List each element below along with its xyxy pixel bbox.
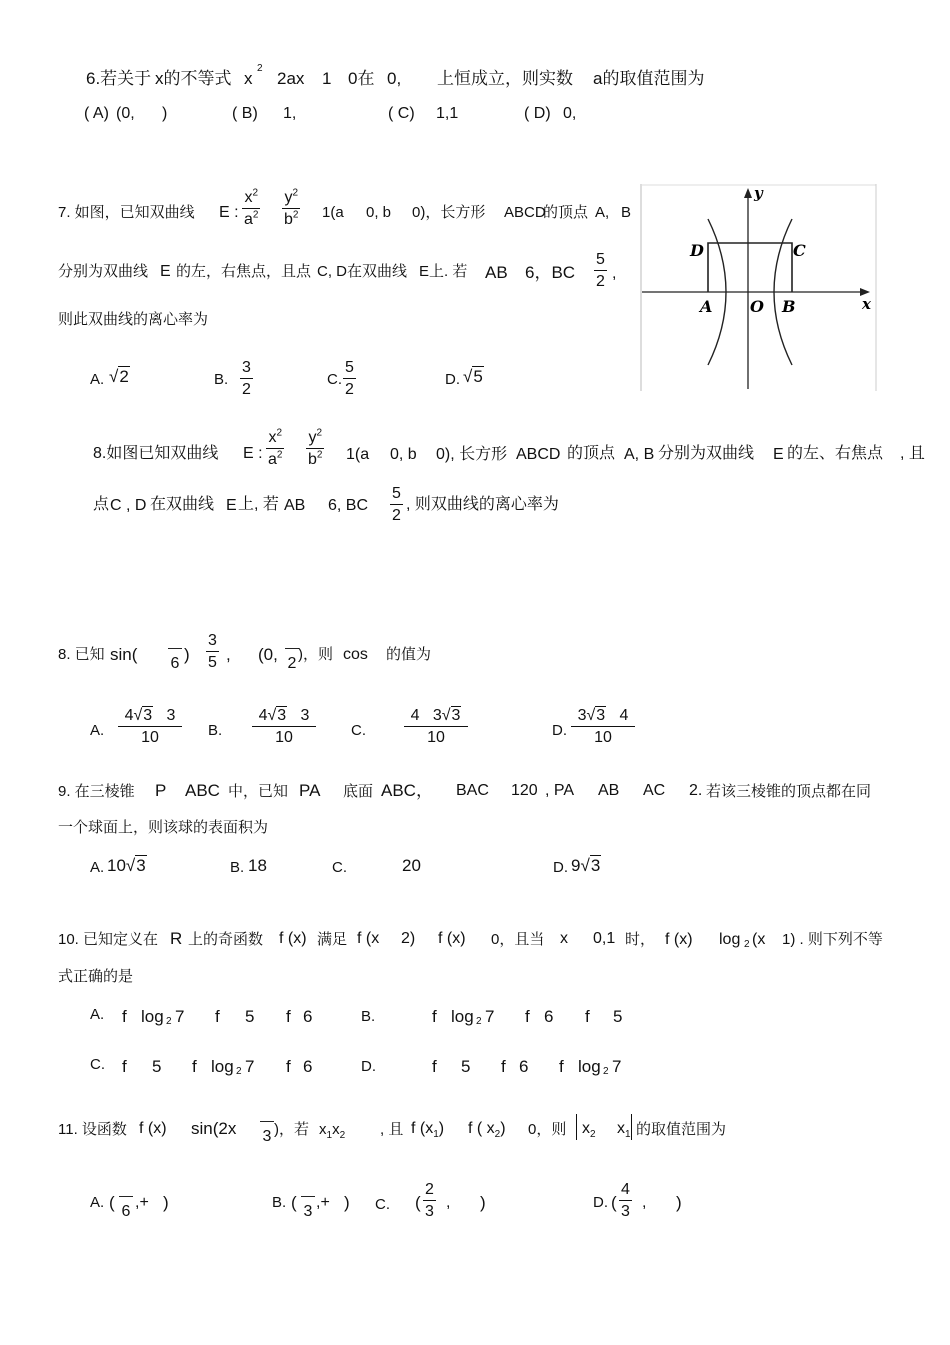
num-part: 4 xyxy=(410,707,420,724)
q7-text: 分别为双曲线 xyxy=(58,263,149,280)
q7-eq: 0)，长方形 xyxy=(412,204,486,221)
q8a-exp: 2 xyxy=(316,427,323,439)
q8a-fraction-y xyxy=(306,427,324,468)
q10-f: f xyxy=(122,1007,127,1026)
q10-choice-label: C. xyxy=(90,1056,105,1073)
q7-y: y xyxy=(284,189,293,206)
q7-num: 5 xyxy=(345,359,354,376)
q8a-text: E xyxy=(773,446,784,463)
q10-interval: 0,1 xyxy=(593,930,616,947)
q8a-text: E xyxy=(226,497,237,514)
q7-ab: AB xyxy=(485,263,508,282)
q8b-text: 8. 已知 xyxy=(58,646,105,663)
q11-f1 xyxy=(411,1120,445,1141)
q11-f2 xyxy=(468,1120,506,1141)
q7-text: B xyxy=(621,204,632,221)
q11-choice-label: D. xyxy=(593,1194,608,1211)
q8b-choice-label: A. xyxy=(90,722,105,739)
q9-angle: BAC xyxy=(456,782,489,799)
q11-text: 的取值范围为 xyxy=(636,1121,727,1138)
q8a-num: 5 xyxy=(392,485,401,502)
q11-text: 11. 设函数 xyxy=(58,1121,127,1138)
label-o: O xyxy=(750,297,764,316)
q6-text: 6.若关于 xyxy=(86,69,152,88)
q11-choice-d-fraction xyxy=(619,1182,632,1220)
q6-choice-value: (0, xyxy=(116,105,135,122)
q10-num: 7 xyxy=(245,1057,255,1076)
q11-paren: ( xyxy=(109,1193,115,1212)
q9-var: ABC， xyxy=(381,781,433,800)
q11-post: , xyxy=(446,1194,451,1211)
q7-choice-label: B. xyxy=(214,371,229,388)
q9-choice-c: 20 xyxy=(402,856,421,875)
q9-text: 9. 在三棱锥 xyxy=(58,783,135,800)
q7-b: b xyxy=(284,211,293,228)
label-y: y xyxy=(754,184,763,202)
label-b: B xyxy=(782,297,796,316)
q10-choice-label: A. xyxy=(90,1006,105,1023)
label-a: A xyxy=(700,297,713,316)
label-x: x xyxy=(862,295,871,313)
q10-base: 2 xyxy=(476,1016,482,1027)
q8b-choice-label: D. xyxy=(552,722,567,739)
var: x xyxy=(332,1121,340,1138)
label-c: C xyxy=(793,241,806,260)
q11-choice-label: A. xyxy=(90,1194,105,1211)
q8b-choice-label: C. xyxy=(351,722,366,739)
q8b-sin: sin( xyxy=(110,645,138,664)
q10-base: 2 xyxy=(603,1066,609,1077)
q11-choice-a-fraction xyxy=(117,1188,135,1220)
radicand: 3 xyxy=(136,856,146,875)
q6-text: x的不等式 xyxy=(155,69,232,88)
q11-choice-label: C. xyxy=(375,1196,390,1213)
q10-text: 式正确的是 xyxy=(58,968,134,985)
q10-num: 5 xyxy=(152,1057,162,1076)
q10-f: f xyxy=(215,1007,220,1026)
q8b-two: 2 xyxy=(287,655,297,672)
q7-text: 则此双曲线的离心率为 xyxy=(58,311,209,328)
q9-var: , PA xyxy=(545,782,575,799)
fraction-bar xyxy=(594,270,607,271)
q7-radicand: 2 xyxy=(119,367,129,386)
q7-choice-d: √5 xyxy=(463,367,483,386)
q8a-text: 的左、右焦点 xyxy=(787,445,884,462)
den: 10 xyxy=(427,729,445,746)
q8b-choice-b: 4√3 3 10 xyxy=(252,708,316,746)
q10-f: f xyxy=(559,1057,564,1076)
q8a-text: 的顶点 xyxy=(567,445,616,462)
q10-func: f (x) xyxy=(438,930,466,947)
q10-f: f xyxy=(122,1057,127,1076)
q9-var: AB xyxy=(598,782,620,799)
q8b-num: 3 xyxy=(208,632,217,649)
num-part: 3 xyxy=(300,707,310,724)
abs-bar-left xyxy=(576,1114,577,1140)
var: x xyxy=(617,1120,625,1137)
bar-text: — xyxy=(119,1187,133,1203)
sub: 2 xyxy=(590,1129,596,1141)
q8a-curve-name: E : xyxy=(243,445,263,462)
num-part: 4 xyxy=(124,707,134,724)
num: 2 xyxy=(425,1181,434,1198)
q7-den: 2 xyxy=(596,273,605,290)
q10-text: 上的奇函数 xyxy=(188,931,264,948)
q8b-paren: ) xyxy=(184,645,190,664)
q7-text: A, xyxy=(595,204,610,221)
q10-num: 6 xyxy=(303,1057,313,1076)
bar-text: — xyxy=(301,1187,315,1203)
q9-value: 2. xyxy=(689,782,703,799)
q9-choice-label: A. xyxy=(90,859,105,876)
radicand: 3 xyxy=(143,707,153,724)
q8b-six: 6 xyxy=(170,655,180,672)
q11-three: 3 xyxy=(262,1128,272,1145)
q11-abs-x2 xyxy=(582,1120,596,1141)
radicand: 3 xyxy=(277,707,287,724)
q8b-pi-over-6 xyxy=(166,640,184,672)
q11-paren: ) xyxy=(344,1193,350,1212)
q7-choice-label: D. xyxy=(445,371,460,388)
q6-choice-value: 0, xyxy=(563,105,577,122)
q10-func: f (x) xyxy=(279,930,307,947)
q10-num: 7 xyxy=(612,1057,622,1076)
q8a-text: 分别为双曲线 xyxy=(658,445,755,462)
q11-choice-b-fraction xyxy=(299,1188,317,1220)
q6-var: x xyxy=(244,69,253,88)
q7-choice-label: A. xyxy=(90,371,105,388)
q8a-eq: 0), 长方形 xyxy=(436,446,508,463)
q8b-text: 的值为 xyxy=(386,646,432,663)
q6-text: 0在 xyxy=(348,69,375,88)
q11-abs-x1 xyxy=(617,1120,631,1141)
q9-var: PA xyxy=(299,781,321,800)
q10-f: f xyxy=(286,1007,291,1026)
q10-base: 2 xyxy=(166,1016,172,1027)
q8a-text: 8.如图已知双曲线 xyxy=(93,445,219,462)
num-part: 3 xyxy=(577,707,587,724)
sub: 2 xyxy=(494,1129,501,1141)
q8b-choice-label: B. xyxy=(208,722,223,739)
q6-term: 1 xyxy=(322,69,332,88)
q7-radicand: 5 xyxy=(473,367,483,386)
q6-text: a的取值范围为 xyxy=(593,69,705,88)
q8b-fraction-3-5 xyxy=(206,633,219,671)
q11-text: )，若 xyxy=(274,1121,309,1138)
q7-bc: 6，BC xyxy=(525,263,576,282)
q6-exp: 2 xyxy=(257,63,263,74)
q10-var: R xyxy=(170,929,183,948)
q8a-y: y xyxy=(308,429,317,446)
q8a-exp: 2 xyxy=(276,449,283,461)
abs-bar-right xyxy=(631,1114,632,1140)
q9-choice-a: 10√3 xyxy=(107,856,146,875)
q9-var: P xyxy=(155,781,167,800)
fraction-bar xyxy=(390,504,403,505)
q10-log-base: 2 xyxy=(744,939,750,950)
q10-num: 5 xyxy=(461,1057,471,1076)
q8a-exp: 2 xyxy=(276,427,283,439)
q11-paren: ( xyxy=(415,1193,421,1212)
q7-text: 的左，右焦点，且点 xyxy=(176,263,312,280)
q11-post: , xyxy=(642,1194,647,1211)
q11-post: ,+ xyxy=(135,1194,149,1211)
q9-var: ABC xyxy=(185,781,220,800)
q8a-b: b xyxy=(308,451,317,468)
fraction-bar xyxy=(619,1200,632,1201)
q10-text: 满足 xyxy=(317,931,348,948)
q8b-choice-d: 3√3 4 10 xyxy=(571,708,635,746)
fraction-bar xyxy=(240,378,253,379)
label-d: D xyxy=(690,241,704,260)
q10-log: log xyxy=(211,1057,234,1076)
q9-degree: 120 xyxy=(511,782,538,799)
q9-choice-d: 9√3 xyxy=(571,856,601,875)
num: 4 xyxy=(621,1181,630,1198)
q11-post: ,+ xyxy=(316,1194,330,1211)
q8a-text: 在双曲线 xyxy=(150,496,215,513)
q9-text: 底面 xyxy=(343,783,374,800)
q8a-text: A, B xyxy=(624,446,655,463)
q6-choice-label: ( A) xyxy=(84,105,109,122)
q6-choice-paren: ) xyxy=(162,105,168,122)
q8a-text: , 则双曲线的离心率为 xyxy=(406,496,559,513)
q7-den: 2 xyxy=(242,381,251,398)
q8a-eq: 0, b xyxy=(390,446,417,463)
q7-eq: 0, b xyxy=(366,204,392,221)
var: x xyxy=(319,1121,327,1138)
q10-num: 7 xyxy=(485,1007,495,1026)
q7-text: 7. 如图，已知双曲线 xyxy=(58,204,195,221)
q10-num: 6 xyxy=(519,1057,529,1076)
sub: 1 xyxy=(625,1129,631,1141)
q8b-text: )，则 xyxy=(298,646,333,663)
num-part: 3 xyxy=(432,707,442,724)
q9-text: 中，已知 xyxy=(228,783,289,800)
q7-text: E xyxy=(160,263,171,280)
q11-paren: ) xyxy=(163,1193,169,1212)
q6-choice-label: ( D) xyxy=(524,105,551,122)
q10-func: f (x) xyxy=(665,931,693,948)
var: x xyxy=(582,1120,590,1137)
num-part: 4 xyxy=(619,707,629,724)
q10-num: 7 xyxy=(175,1007,185,1026)
f: f ( x xyxy=(468,1120,495,1137)
q11-choice-label: B. xyxy=(272,1194,287,1211)
num-part: 4 xyxy=(258,707,268,724)
q10-text: 时， xyxy=(625,931,656,948)
value: 9 xyxy=(571,856,581,875)
q8a-fraction-x xyxy=(266,427,284,468)
q10-log: log xyxy=(578,1057,601,1076)
radicand: 3 xyxy=(596,707,606,724)
q10-arg: (x xyxy=(752,931,766,948)
q8a-x: x xyxy=(268,429,277,446)
den: 3 xyxy=(303,1203,313,1220)
q8a-text: , 且 xyxy=(900,445,925,462)
hyperbola-figure xyxy=(640,184,878,392)
q7-exp: 2 xyxy=(252,187,259,199)
q6-choice-label: ( C) xyxy=(388,105,415,122)
sub: 2 xyxy=(339,1130,346,1141)
den: 3 xyxy=(425,1203,434,1220)
q9-var: AC xyxy=(643,782,666,799)
q7-choice-a: √2 xyxy=(109,367,129,386)
q8a-fraction-bc xyxy=(390,486,403,524)
q7-num: 5 xyxy=(596,251,605,268)
den: 10 xyxy=(594,729,612,746)
value: 10 xyxy=(107,856,126,875)
fraction-bar xyxy=(571,726,635,727)
q7-num: 3 xyxy=(242,359,251,376)
q7-den: 2 xyxy=(345,381,354,398)
q10-base: 2 xyxy=(236,1066,242,1077)
q7-exp: 2 xyxy=(292,209,299,221)
q10-text: 10. 已知定义在 xyxy=(58,931,159,948)
q6-choice-value: 1, xyxy=(283,105,297,122)
fraction-bar xyxy=(404,726,468,727)
q8a-exp: 2 xyxy=(316,449,323,461)
fraction-bar xyxy=(118,726,182,727)
q10-text: 1) . 则下列不等 xyxy=(782,931,883,948)
q7-curve-name: E : xyxy=(219,204,239,221)
q10-f: f xyxy=(192,1057,197,1076)
q7-eq: 1(a xyxy=(322,204,344,221)
den: 10 xyxy=(275,729,293,746)
den: 3 xyxy=(621,1203,630,1220)
q7-choice-c xyxy=(343,360,356,398)
q8b-choice-a: 4√3 3 10 xyxy=(118,708,182,746)
q9-choice-label: C. xyxy=(332,859,347,876)
q9-choice-label: B. xyxy=(230,859,245,876)
q10-log: log xyxy=(719,931,741,948)
q10-f: f xyxy=(585,1007,590,1026)
q7-x: x xyxy=(244,189,253,206)
q6-choice-value: 1,1 xyxy=(436,105,459,122)
q6-choice-label: ( B) xyxy=(232,105,258,122)
radicand: 3 xyxy=(590,856,601,875)
q11-sin: sin(2x xyxy=(191,1119,237,1138)
fraction-bar xyxy=(206,651,219,652)
sub: 1 xyxy=(326,1130,333,1141)
q10-num: 6 xyxy=(544,1007,554,1026)
q10-f: f xyxy=(525,1007,530,1026)
q8b-den: 5 xyxy=(208,654,217,671)
q7-fraction-x xyxy=(242,187,260,228)
q8a-rect: ABCD xyxy=(516,446,561,463)
q7-text: C, D在双曲线 xyxy=(317,263,408,280)
q10-num: 5 xyxy=(613,1007,623,1026)
den: 6 xyxy=(121,1203,131,1220)
fraction-bar xyxy=(423,1200,436,1201)
q7-text: 的顶点 xyxy=(543,204,589,221)
q8b-pi-bar: — xyxy=(168,639,182,655)
q9-choice-b: 18 xyxy=(248,856,267,875)
q9-text: 若该三棱锥的顶点都在同 xyxy=(706,783,872,800)
q11-pi-bar: — xyxy=(260,1112,274,1128)
q10-log: log xyxy=(451,1007,474,1026)
q6-text: 0, xyxy=(387,69,402,88)
q8b-range: (0, xyxy=(258,645,278,664)
q9-text: 一个球面上，则该球的表面积为 xyxy=(58,819,269,836)
q11-var xyxy=(319,1121,346,1141)
q10-f: f xyxy=(286,1057,291,1076)
q10-func: f (x xyxy=(357,930,380,947)
q8b-comma: , xyxy=(226,645,231,664)
q10-f: f xyxy=(501,1057,506,1076)
q10-choice-label: B. xyxy=(361,1008,376,1025)
q7-fraction-bc xyxy=(594,252,607,290)
q7-exp: 2 xyxy=(252,209,259,221)
q11-text: , 且 xyxy=(380,1121,404,1138)
q6-text: 上恒成立，则实数 xyxy=(437,69,573,88)
q10-num: 5 xyxy=(245,1007,255,1026)
q8a-ab: AB xyxy=(284,497,306,514)
radicand: 3 xyxy=(451,707,461,724)
q8b-cos: cos xyxy=(343,646,368,663)
q11-paren: ( xyxy=(291,1193,297,1212)
q7-text: , xyxy=(612,265,617,282)
paren: ) xyxy=(438,1120,445,1137)
sub: 1 xyxy=(433,1129,439,1141)
q11-choice-c-fraction xyxy=(423,1182,436,1220)
q10-num: 6 xyxy=(303,1007,313,1026)
fraction-bar xyxy=(343,378,356,379)
q8a-a: a xyxy=(268,451,277,468)
q10-f: f xyxy=(432,1057,437,1076)
q10-choice-label: D. xyxy=(361,1058,376,1075)
q8a-bc: 6, BC xyxy=(328,497,369,514)
q10-f: f xyxy=(432,1007,437,1026)
q7-text: E上. 若 xyxy=(419,263,468,280)
q7-exp: 2 xyxy=(292,187,299,199)
q11-func: f (x) xyxy=(139,1120,167,1137)
q8a-text: C , D xyxy=(110,497,147,514)
paren: ) xyxy=(500,1120,506,1137)
q8b-choice-c: 4 3√3 10 xyxy=(404,708,468,746)
q8a-text: 点 xyxy=(93,496,110,513)
q10-log: log xyxy=(141,1007,164,1026)
y-axis-arrow xyxy=(744,188,752,198)
f: f (x xyxy=(411,1120,434,1137)
q8b-pi-bar: — xyxy=(285,639,299,655)
q7-rect: ABCD xyxy=(504,204,546,221)
num-part: 3 xyxy=(166,707,176,724)
q11-paren: ( xyxy=(611,1193,617,1212)
fraction-bar xyxy=(252,726,316,727)
q10-var: x xyxy=(560,930,568,947)
q8a-text: 上, 若 xyxy=(238,496,279,513)
q8a-den: 2 xyxy=(392,507,401,524)
q11-paren: ) xyxy=(676,1193,682,1212)
q10-text: 0，且当 xyxy=(491,931,545,948)
q9-choice-label: D. xyxy=(553,859,568,876)
q6-term: 2ax xyxy=(277,69,305,88)
q11-text: 0，则 xyxy=(528,1121,567,1138)
den: 10 xyxy=(141,729,159,746)
q7-a: a xyxy=(244,211,253,228)
q10-func: 2) xyxy=(401,930,416,947)
q7-fraction-y xyxy=(282,187,300,228)
q11-paren: ) xyxy=(480,1193,486,1212)
q7-choice-b xyxy=(240,360,253,398)
q8a-eq: 1(a xyxy=(346,446,370,463)
q7-choice-label: C. xyxy=(327,371,342,388)
